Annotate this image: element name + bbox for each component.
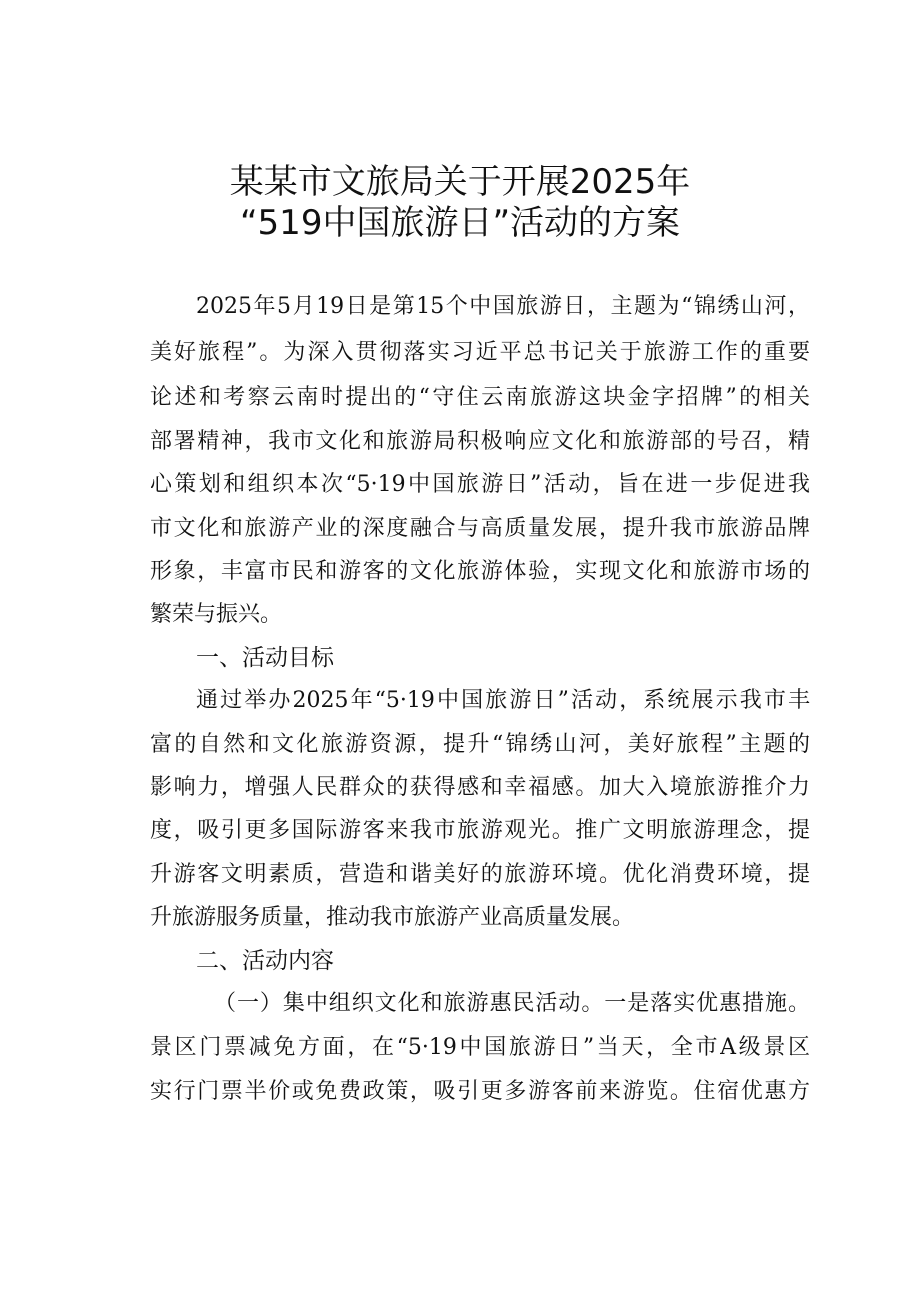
intro-line: 2025年5月19日是第15个中国旅游日，主题为“锦绣山河， bbox=[196, 294, 810, 319]
intro-line: 论述和考察云南时提出的“守住云南旅游这块金字招牌”的相关 bbox=[150, 385, 810, 410]
content-line: （一）集中组织文化和旅游惠民活动。一是落实优惠措施。 bbox=[214, 991, 810, 1016]
goals-line: 升游客文明素质，营造和谐美好的旅游环境。优化消费环境，提 bbox=[150, 862, 810, 887]
intro-line: 美好旅程”。为深入贯彻落实习近平总书记关于旅游工作的重要 bbox=[150, 340, 810, 365]
goals-line: 影响力，增强人民群众的获得感和幸福感。加大入境旅游推介力 bbox=[150, 775, 810, 800]
goals-line: 富的自然和文化旅游资源，提升“锦绣山河，美好旅程”主题的 bbox=[150, 732, 810, 757]
document-title-line-2: “519中国旅游日”活动的方案 bbox=[239, 203, 681, 243]
goals-line: 通过举办2025年“5·19中国旅游日”活动，系统展示我市丰 bbox=[196, 688, 810, 713]
intro-line: 形象，丰富市民和游客的文化旅游体验，实现文化和旅游市场的 bbox=[150, 559, 810, 584]
document-title-line-1: 某某市文旅局关于开展2025年 bbox=[229, 162, 691, 202]
goals-line: 升旅游服务质量，推动我市旅游产业高质量发展。 bbox=[150, 905, 635, 930]
intro-line: 市文化和旅游产业的深度融合与高质量发展，提升我市旅游品牌 bbox=[150, 516, 810, 541]
intro-line: 心策划和组织本次“5·19中国旅游日”活动，旨在进一步促进我 bbox=[150, 472, 810, 497]
section-heading-goals: 一、活动目标 bbox=[196, 645, 334, 671]
content-line: 景区门票减免方面，在“5·19中国旅游日”当天，全市A级景区 bbox=[150, 1035, 810, 1060]
content-line: 实行门票半价或免费政策，吸引更多游客前来游览。住宿优惠方 bbox=[150, 1079, 810, 1104]
intro-line: 部署精神，我市文化和旅游局积极响应文化和旅游部的号召，精 bbox=[150, 429, 810, 454]
section-heading-content: 二、活动内容 bbox=[196, 948, 334, 974]
intro-line: 繁荣与振兴。 bbox=[150, 602, 283, 627]
goals-line: 度，吸引更多国际游客来我市旅游观光。推广文明旅游理念，提 bbox=[150, 818, 810, 843]
